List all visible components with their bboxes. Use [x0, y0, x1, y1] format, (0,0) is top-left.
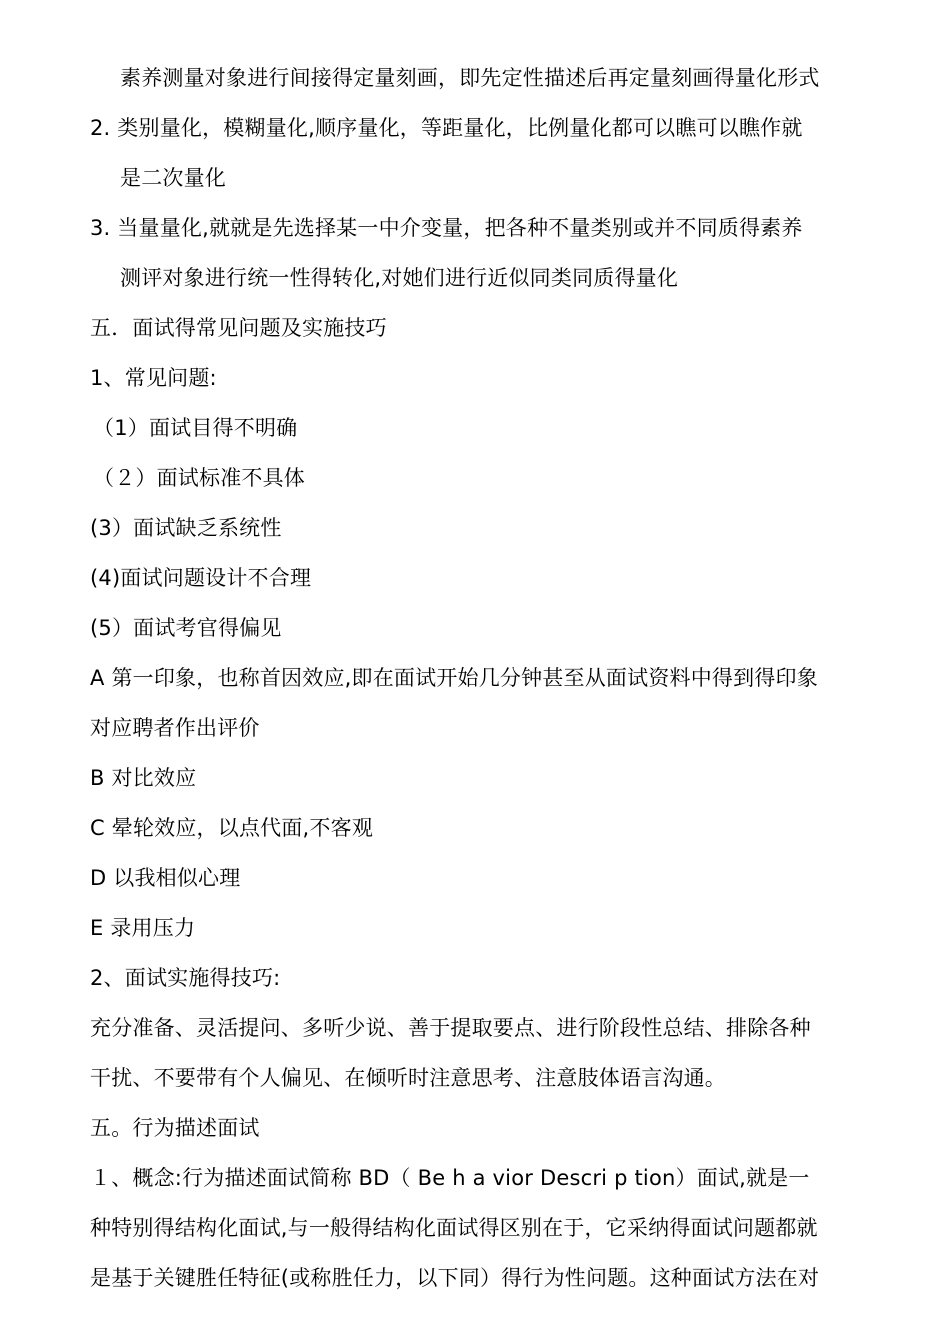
bias-item-c: C 晕轮效应，以点代面,不客观 — [90, 816, 374, 840]
bias-item-d: D 以我相似心理 — [90, 866, 241, 890]
bias-item-a-cont: 对应聘者作出评价 — [90, 716, 260, 740]
subheading-common-problems: 1、常见问题: — [90, 366, 217, 390]
text-line-item-3-cont: 测评对象进行统一性得转化,对她们进行近似同类同质得量化 — [120, 266, 679, 290]
list-item-5: (5）面试考官得偏见 — [90, 616, 282, 640]
bias-item-a: A 第一印象，也称首因效应,即在面试开始几分钟甚至从面试资料中得到得印象 — [90, 666, 818, 690]
list-item-4: (4)面试问题设计不合理 — [90, 566, 312, 590]
text-line-quantification-form: 素养测量对象进行间接得定量刻画，即先定性描述后再定量刻画得量化形式 — [120, 66, 820, 90]
bias-item-e: E 录用压力 — [90, 916, 196, 940]
list-item-2: （２）面试标准不具体 — [93, 466, 305, 490]
text-line-concept: １、概念:行为描述面试简称 BD（ Be h a vior Descri p tion）面试,就是一 — [90, 1166, 810, 1190]
list-item-1: （1）面试目得不明确 — [93, 416, 298, 440]
bias-item-b: B 对比效应 — [90, 766, 197, 790]
text-line-item-2-cont: 是二次量化 — [120, 166, 226, 190]
text-line-techniques-cont: 干扰、不要带有个人偏见、在倾听时注意思考、注意肢体语言沟通。 — [90, 1066, 726, 1090]
subheading-interview-techniques: 2、面试实施得技巧: — [90, 966, 281, 990]
section-heading-behavior-interview: 五。行为描述面试 — [90, 1116, 260, 1140]
text-line-techniques: 充分准备、灵活提问、多听少说、善于提取要点、进行阶段性总结、排除各种 — [90, 1016, 811, 1040]
list-item-3: (3）面试缺乏系统性 — [90, 516, 282, 540]
section-heading-interview-problems: 五．面试得常见问题及实施技巧 — [90, 316, 387, 340]
text-line-concept-cont-2: 是基于关键胜任特征(或称胜任力，以下同）得行为性问题。这种面试方法在对 — [90, 1266, 820, 1290]
text-line-item-3: 3. 当量量化,就就是先选择某一中介变量，把各种不量类别或并不同质得素养 — [90, 216, 803, 240]
text-line-item-2: 2. 类别量化，模糊量化,顺序量化，等距量化，比例量化都可以瞧可以瞧作就 — [90, 116, 803, 140]
text-line-concept-cont-1: 种特别得结构化面试,与一般得结构化面试得区别在于，它采纳得面试问题都就 — [90, 1216, 818, 1240]
